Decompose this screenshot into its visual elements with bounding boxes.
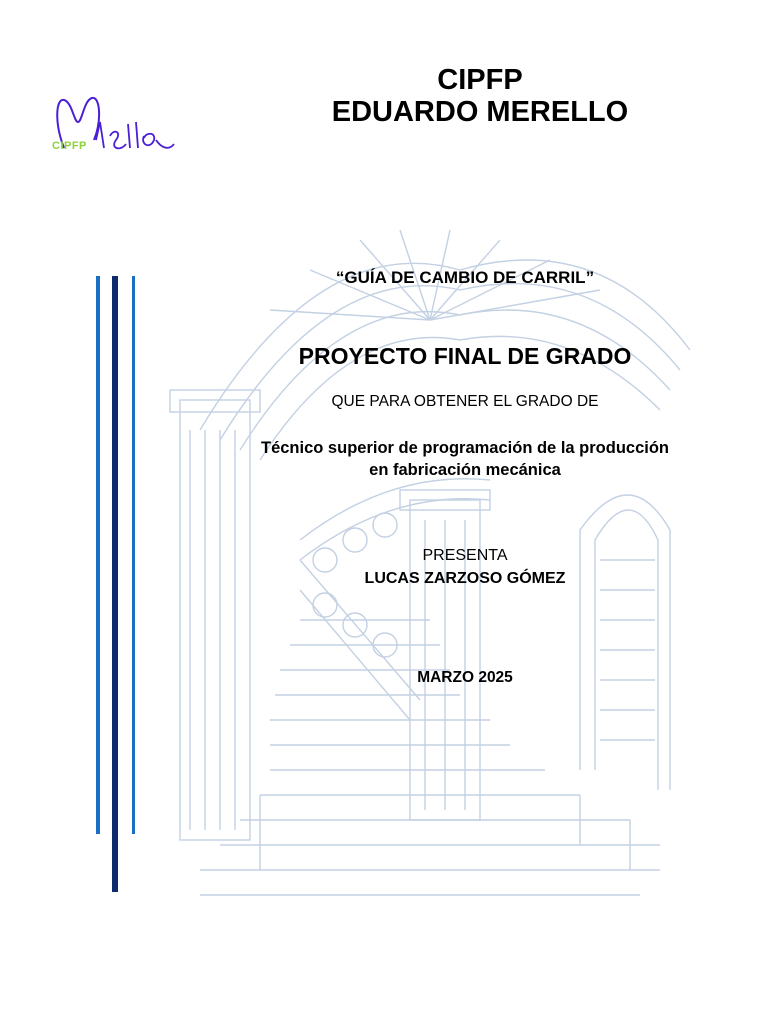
stripe-middle — [112, 276, 118, 892]
specialty — [210, 437, 720, 481]
institution-logo — [52, 92, 180, 168]
specialty-line-1: Técnico superior de programación de la producción — [261, 439, 669, 457]
merello-logo-icon — [52, 92, 180, 168]
stripe-right — [132, 276, 135, 834]
degree-intro: QUE PARA OBTENER EL GRADO DE — [331, 393, 599, 410]
degree-title: PROYECTO FINAL DE GRADO — [298, 343, 632, 369]
header-line-2: EDUARDO MERELLO — [331, 96, 629, 128]
presents-label: PRESENTA — [422, 547, 508, 564]
header-line-1: CIPFP — [437, 64, 523, 96]
specialty-line-2: en fabricación mecánica — [369, 461, 561, 479]
author-name: LUCAS ZARZOSO GÓMEZ — [364, 570, 566, 587]
submission-date: MARZO 2025 — [417, 669, 513, 686]
institution-header — [300, 64, 660, 128]
logo-cipfp-text: CIPFP — [52, 140, 87, 152]
stripe-left — [96, 276, 100, 834]
project-name: “GUÍA DE CAMBIO DE CARRIL” — [335, 268, 595, 287]
